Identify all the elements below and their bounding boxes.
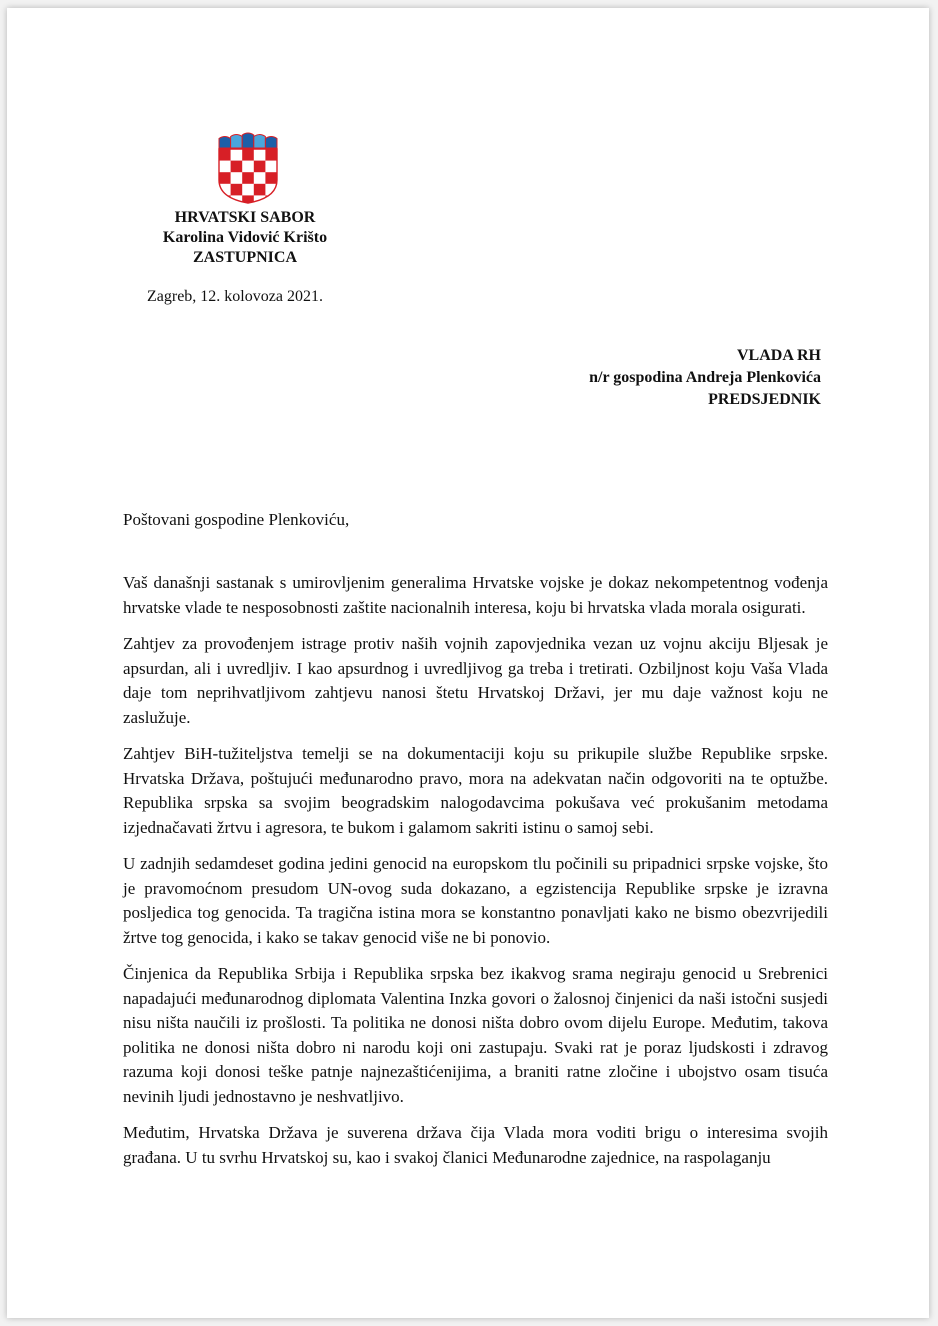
- coat-of-arms-graphic: [217, 132, 279, 204]
- body-paragraph-2: Zahtjev za provođenjem istrage protiv naših vojnih zapovjednika vezan uz vojnu akciju Bljesak je apsurdan, ali i uvredljiv. I kao apsurdnog i uvredljivog ga treba i tretirati. Ozbiljnost koju Vaša Vlada daje tom neprihvatljivom zahtjevu nanosi štetu Hrvatskoj Državi, jer mu daje važnost koju ne zaslužuje.: [123, 634, 828, 727]
- salutation: Poštovani gospodine Plenkoviću,: [123, 510, 350, 529]
- letter-body: [123, 571, 828, 1182]
- coat-of-arms-icon: [217, 132, 279, 204]
- body-paragraph-1: Vaš današnji sastanak s umirovljenim generalima Hrvatske vojske je dokaz nekompetentnog vođenja hrvatske vlade te nesposobnosti zaštite nacionalnih interesa, koju bi hrvatska vlada morala osigurati.: [123, 573, 828, 617]
- letter-date: Zagreb, 12. kolovoza 2021.: [147, 288, 323, 305]
- body-paragraph-3: Zahtjev BiH-tužiteljstva temelji se na dokumentaciji koju su prikupile službe Republike srpske. Hrvatska Država, poštujući međunarodno pravo, mora na adekvatan način odgovoriti na te optužbe. Republika srpska sa svojim beogradskim nalogodavcima pokušava već prokušanim metodama izjednačavati žrtvu i agresora, te bukom i galamom sakriti istinu o samoj sebi.: [123, 744, 828, 837]
- body-paragraph-4: U zadnjih sedamdeset godina jedini genocid na europskom tlu počinili su pripadnici srpske vojske, što je pravomoćnom presudom UN-ovog suda dokazano, a egzistencija Republike srpske je izravna posljedica tog genocida. Ta tragična istina mora se konstantno ponavljati kako ne bismo obezvrijedili žrtve tog genocida, i kako se takav genocid više ne bi ponovio.: [123, 854, 828, 947]
- body-paragraph-5: Činjenica da Republika Srbija i Republika srpska bez ikakvog srama negiraju genocid u Srebrenici napadajući međunarodnog diplomata Valentina Inzka govori o žalosnoj činjenici da naši istočni susjedi nisu ništa naučili iz prošlosti. Ta politika ne donosi ništa dobro ovom dijelu Europe. Međutim, takova politika ne donosi ništa dobro ni narodu koji oni zastupaju. Svaki rat je poraz ljudskosti i zdravog razuma koji donosi teške patnje najnezaštićenijima, a braniti ratne zločine i ubojstvo osam tisuća nevinih ljudi jednostavno je neshvatljivo.: [123, 964, 828, 1106]
- recipient-line-1: VLADA RH: [736, 347, 821, 364]
- sender-block: [135, 208, 355, 268]
- recipient-line-3: PREDSJEDNIK: [708, 391, 821, 408]
- sender-role: ZASTUPNICA: [192, 249, 297, 266]
- letter-page: [7, 8, 929, 1318]
- recipient-line-2: n/r gospodina Andreja Plenkovića: [589, 369, 821, 386]
- body-paragraph-6: Međutim, Hrvatska Država je suverena država čija Vlada mora voditi brigu o interesima svojih građana. U tu svrhu Hrvatskoj su, kao i svakoj članici Međunarodne zajednice, na raspolaganju: [123, 1123, 828, 1167]
- recipient-block: [589, 345, 821, 411]
- sender-name: Karolina Vidović Krišto: [162, 229, 328, 246]
- sender-institution: HRVATSKI SABOR: [174, 209, 316, 226]
